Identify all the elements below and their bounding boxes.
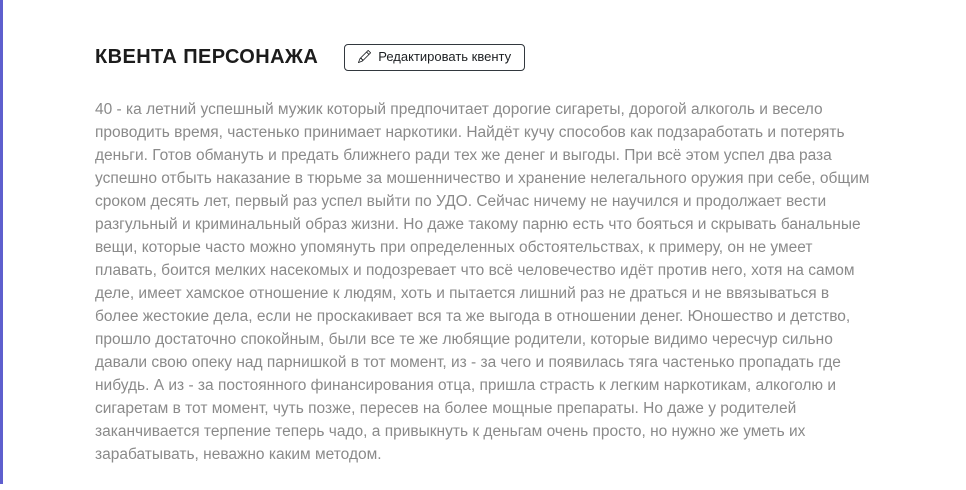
page-title: КВЕНТА ПЕРСОНАЖА: [95, 45, 319, 68]
quenta-header: [95, 44, 875, 71]
edit-quenta-button-label: Редактировать квенту: [378, 49, 512, 64]
left-accent-bar: [0, 0, 3, 484]
quenta-text: 40 - ка летний успешный мужик который предпочитает дорогие сигареты, дорогой алкоголь и весело проводить время, частенько принимает наркотики. Найдёт кучу способов как подзаработать и потерять деньги. Готов обмануть и предать ближнего ради тех же денег и выгоды. При всё этом успел два раза успешно отбыть наказание в тюрьме за мошенничество и хранение нелегального оружия при себе, общим сроком десять лет, первый раз успел выйти по УДО. Сейчас ничему не научился и продолжает вести разгульный и криминальный образ жизни. Но даже такому парню есть что бояться и скрывать банальные вещи, которые часто можно упомянуть при определенных обстоятельствах, к примеру, он не умеет плавать, боится мелких насекомых и подозревает что всё человечество идёт против него, хотя на самом деле, имеет хамское отношение к людям, хоть и пытается лишний раз не драться и не ввязываться в более жестокие дела, если не проскакивает вся та же выгода в отношении денег. Юношество и детство, прошло достаточно спокойным, были все те же любящие родители, которые видимо чересчур сильно давали свою опеку над парнишкой в тот момент, из - за чего и появилась тяга частенько пропадать где нибудь. А из - за постоянного финансирования отца, пришла страсть к легким наркотикам, алкоголю и сигаретам в тот момент, чуть позже, пересев на более мощные препараты. Но даже у родителей заканчивается терпение теперь чадо, а привыкнуть к деньгам очень просто, но нужно же уметь их зарабатывать, неважно каким методом.: [95, 100, 870, 463]
pencil-icon: [358, 50, 371, 63]
edit-quenta-button[interactable]: [344, 44, 525, 71]
quenta-content: [95, 44, 875, 466]
